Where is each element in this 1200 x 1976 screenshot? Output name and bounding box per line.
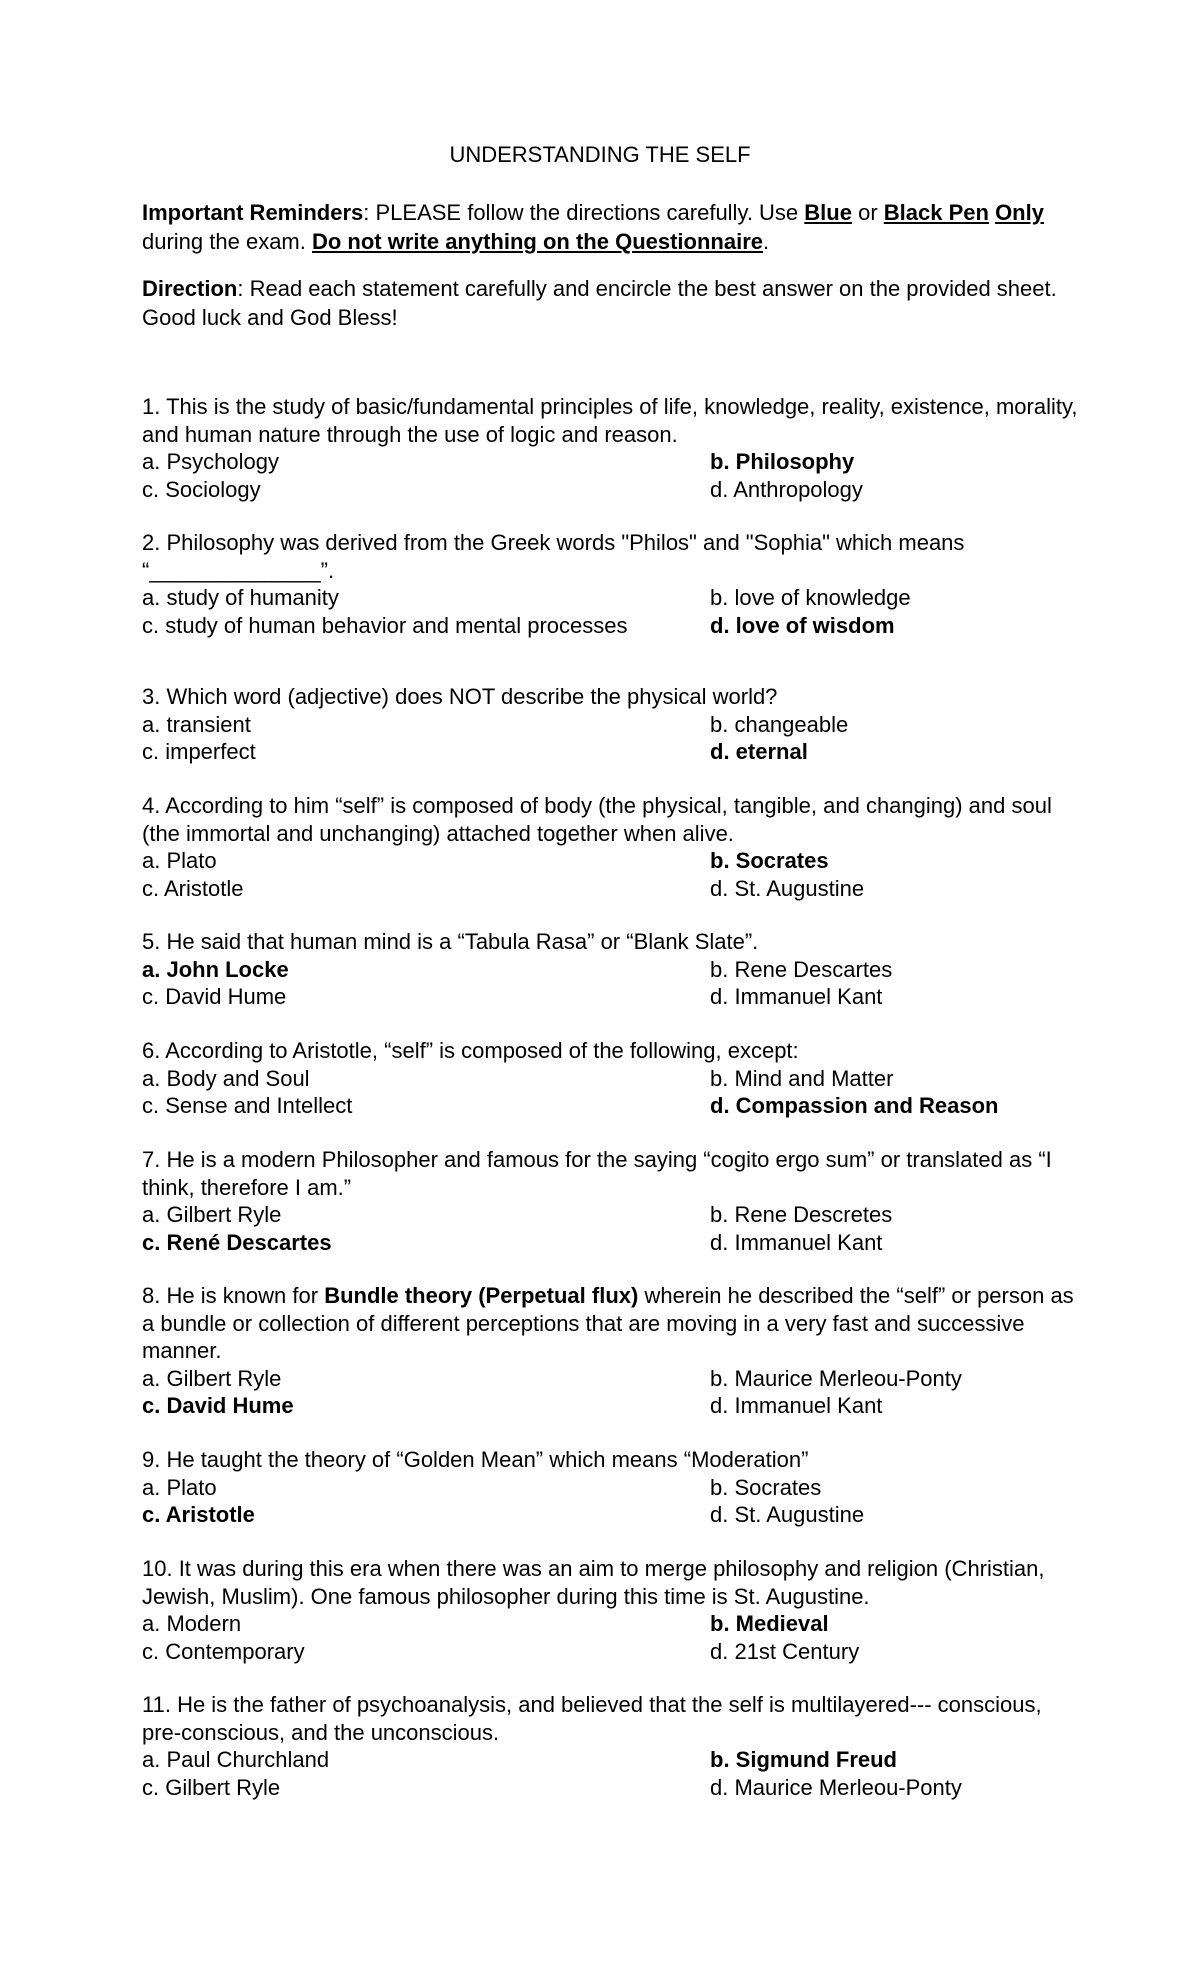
only-text: Only	[995, 200, 1044, 225]
options	[142, 711, 1082, 766]
question-4	[142, 792, 1082, 902]
option-b: b. Philosophy	[710, 449, 855, 474]
option-a: a. Plato	[142, 1474, 217, 1500]
question-9	[142, 1446, 1082, 1529]
question-text: 11. He is the father of psychoanalysis, and believed that the self is multilayered--- conscious, pre-conscious, and the unconscious.	[142, 1692, 1042, 1745]
option-a: a. Body and Soul	[142, 1065, 310, 1091]
option-c: c. Gilbert Ryle	[142, 1774, 281, 1800]
option-a: a. Plato	[142, 848, 217, 873]
question-text: 4. According to him “self” is composed of body (the physical, tangible, and changing) and soul (the immortal and unchanging) attached together when alive.	[142, 793, 1052, 846]
option-d: d. Immanuel Kant	[710, 984, 883, 1009]
option-b: b. Socrates	[710, 848, 829, 873]
direction-label: Direction	[142, 276, 238, 301]
option-d: d. Immanuel Kant	[710, 1229, 883, 1255]
option-d: d. Immanuel Kant	[710, 1393, 883, 1418]
question-text: 5. He said that human mind is a “Tabula Rasa” or “Blank Slate”.	[142, 929, 759, 954]
question-text	[142, 1282, 1082, 1365]
options	[142, 847, 1082, 902]
option-d: d. St. Augustine	[710, 875, 865, 901]
question-2	[142, 529, 1082, 639]
option-b: b. Rene Descartes	[710, 956, 893, 982]
question-text: 7. He is a modern Philosopher and famous for the saying “cogito ergo sum” or translated as “I think, therefore I am.”	[142, 1147, 1052, 1200]
option-d: d. 21st Century	[710, 1638, 860, 1664]
direction-text: : Read each statement carefully and encircle the best answer on the provided sheet. Good luck and God Bless!	[142, 276, 1057, 330]
option-a: a. transient	[142, 711, 251, 737]
option-b: b. Medieval	[710, 1611, 829, 1636]
direction	[142, 274, 1072, 332]
options	[142, 1065, 1082, 1120]
options	[142, 584, 1082, 639]
question-text-start: 8. He is known for	[142, 1283, 325, 1308]
question-8	[142, 1282, 1082, 1420]
option-a: a. Modern	[142, 1611, 242, 1636]
option-a: a. Paul Churchland	[142, 1747, 330, 1772]
question-text: 3. Which word (adjective) does NOT describe the physical world?	[142, 684, 778, 709]
option-c: c. David Hume	[142, 984, 287, 1009]
question-text: 1. This is the study of basic/fundamental principles of life, knowledge, reality, existence, morality, and human nature through the use of logic and reason.	[142, 394, 1078, 447]
option-c: c. David Hume	[142, 1393, 294, 1418]
options	[142, 1474, 1082, 1529]
option-c: c. René Descartes	[142, 1229, 332, 1255]
black-pen-text: Black Pen	[883, 200, 989, 225]
option-b: b. Rene Descretes	[710, 1202, 893, 1227]
options	[142, 1746, 1082, 1801]
important-reminders	[142, 198, 1072, 256]
reminders-text: : PLEASE follow the directions carefully. Use	[363, 200, 805, 225]
option-c: c. imperfect	[142, 739, 256, 764]
question-text: 10. It was during this era when there was an aim to merge philosophy and religion (Christian, Jewish, Muslim). One famous philosopher during this time is St. Augustine.	[142, 1556, 1045, 1609]
option-c: c. Sociology	[142, 476, 261, 502]
question-text: 2. Philosophy was derived from the Greek words "Philos" and "Sophia" which means “______________”.	[142, 530, 965, 583]
question-text: 6. According to Aristotle, “self” is composed of the following, except:	[142, 1038, 799, 1063]
option-b: b. Maurice Merleou-Ponty	[710, 1365, 962, 1391]
option-d: d. Maurice Merleou-Ponty	[710, 1774, 962, 1800]
option-b: b. Mind and Matter	[710, 1065, 894, 1091]
options	[142, 448, 1082, 503]
option-c: c. Contemporary	[142, 1638, 305, 1664]
reminders-or: or	[851, 200, 884, 225]
option-c: c. study of human behavior and mental processes	[142, 612, 628, 638]
option-d: d. Compassion and Reason	[710, 1093, 999, 1118]
page-title: UNDERSTANDING THE SELF	[449, 142, 751, 167]
option-d: d. St. Augustine	[710, 1502, 865, 1527]
option-a: a. Psychology	[142, 449, 279, 474]
option-b: b. Socrates	[710, 1474, 822, 1500]
question-5	[142, 928, 1082, 1011]
option-b: b. Sigmund Freud	[710, 1747, 897, 1772]
options	[142, 956, 1082, 1011]
option-a: a. Gilbert Ryle	[142, 1202, 282, 1227]
option-a: a. Gilbert Ryle	[142, 1365, 282, 1391]
reminders-text-2: during the exam.	[142, 229, 312, 254]
reminders-end: .	[763, 229, 770, 254]
do-not-write-text: Do not write anything on the Questionnaire	[311, 229, 763, 254]
question-text: 9. He taught the theory of “Golden Mean” which means “Moderation”	[142, 1447, 809, 1472]
question-text-end: wherein he described the “self” or person as a bundle or collection of different perceptions that are moving in a very fast and successive manner.	[142, 1283, 1074, 1363]
question-3	[142, 683, 1082, 766]
option-a: a. John Locke	[142, 956, 289, 982]
question-11	[142, 1691, 1082, 1801]
question-6	[142, 1037, 1082, 1120]
option-c: c. Sense and Intellect	[142, 1093, 353, 1118]
bundle-theory-text: Bundle theory (Perpetual flux)	[324, 1283, 639, 1308]
options	[142, 1201, 1082, 1256]
option-c: c. Aristotle	[142, 875, 244, 901]
option-b: b. love of knowledge	[710, 585, 911, 610]
option-d: d. Anthropology	[710, 476, 863, 502]
options	[142, 1610, 1082, 1665]
option-a: a. study of humanity	[142, 585, 339, 610]
option-d: d. love of wisdom	[710, 612, 895, 638]
option-b: b. changeable	[710, 711, 849, 737]
question-10	[142, 1555, 1082, 1665]
question-7	[142, 1146, 1082, 1256]
question-1	[142, 393, 1082, 503]
blue-pen-text: Blue	[804, 200, 852, 225]
option-d: d. eternal	[710, 739, 808, 764]
options	[142, 1365, 1082, 1420]
reminders-label: Important Reminders	[142, 200, 364, 225]
option-c: c. Aristotle	[142, 1502, 255, 1527]
